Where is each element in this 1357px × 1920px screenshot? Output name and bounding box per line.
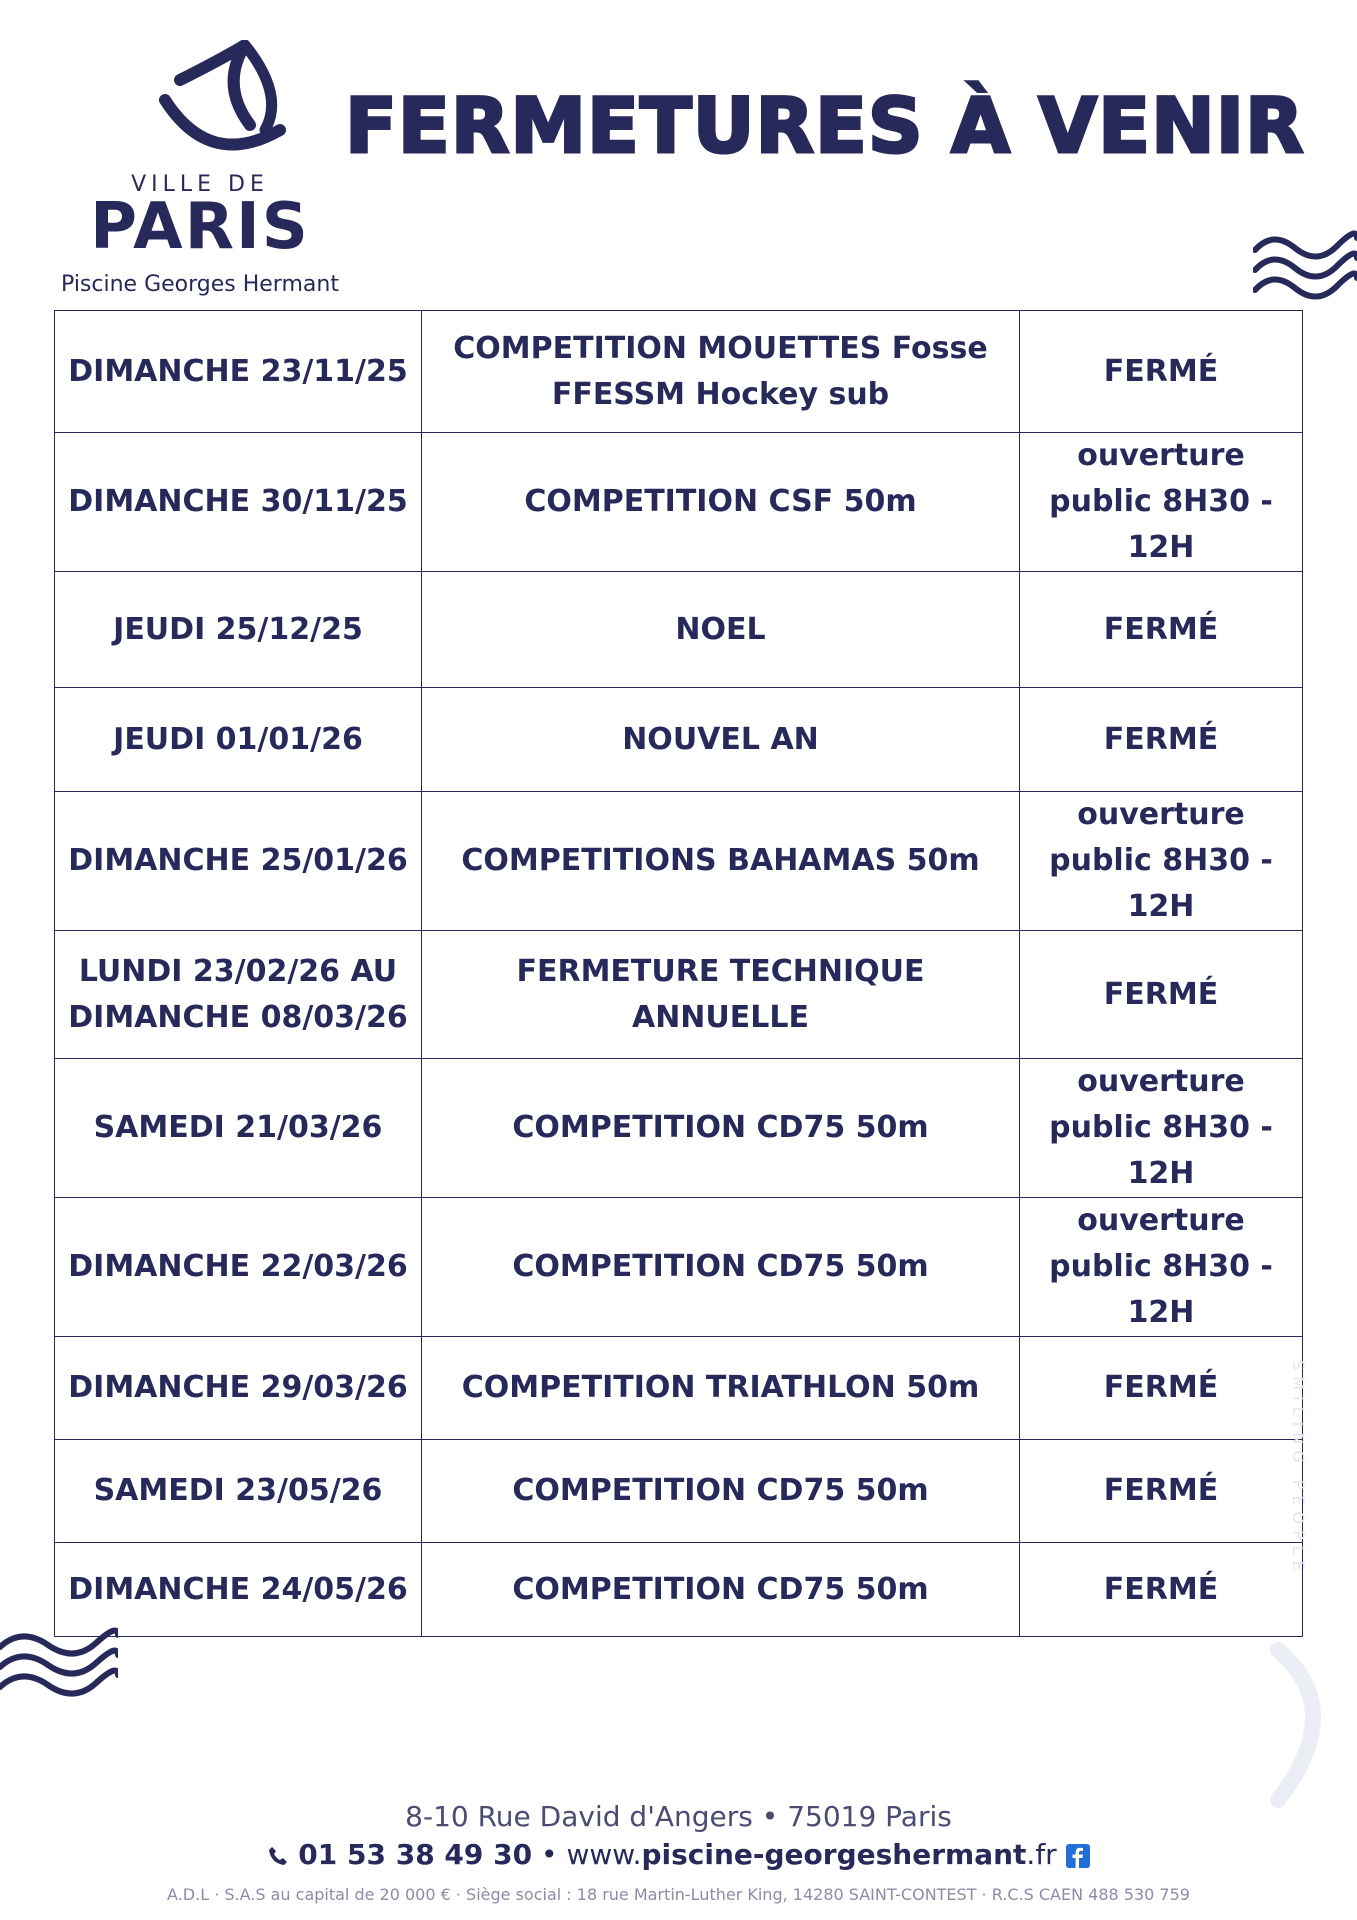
row-status: FERMÉ — [1020, 311, 1303, 433]
row-date: DIMANCHE 25/01/26 — [55, 792, 422, 931]
row-status: FERMÉ — [1020, 1337, 1303, 1440]
row-status: FERMÉ — [1020, 1543, 1303, 1637]
row-status: ouverture public 8H30 - 12H — [1020, 1059, 1303, 1198]
row-event: FERMETURE TECHNIQUE ANNUELLE — [422, 931, 1020, 1059]
row-event: COMPETITION CD75 50m — [422, 1059, 1020, 1198]
row-status: ouverture public 8H30 - 12H — [1020, 792, 1303, 931]
ship-emblem-icon — [150, 40, 290, 170]
ville-de-paris-logo — [40, 40, 360, 310]
row-date: DIMANCHE 22/03/26 — [55, 1198, 422, 1337]
row-date: DIMANCHE 30/11/25 — [55, 433, 422, 572]
row-event: NOUVEL AN — [422, 688, 1020, 792]
phone-icon — [267, 1845, 289, 1867]
row-status: FERMÉ — [1020, 1440, 1303, 1543]
row-status: FERMÉ — [1020, 688, 1303, 792]
logo-paris: PARIS — [90, 190, 310, 264]
logo-ville-de: VILLE DE — [131, 172, 269, 197]
table-row — [55, 688, 1303, 792]
table-row — [55, 572, 1303, 688]
table-row — [55, 1337, 1303, 1440]
waves-decoration-icon — [1253, 228, 1357, 306]
row-status: ouverture public 8H30 - 12H — [1020, 433, 1303, 572]
row-event: COMPETITION TRIATHLON 50m — [422, 1337, 1020, 1440]
website-link[interactable] — [566, 1838, 1056, 1871]
row-event: NOEL — [422, 572, 1020, 688]
row-status: FERMÉ — [1020, 572, 1303, 688]
footer-legal: A.D.L · S.A.S au capital de 20 000 € · Siège social : 18 rue Martin-Luther King, 14280 SAINT-CONTEST · R.C.S CAEN 488 530 759 — [167, 1885, 1190, 1904]
table-row — [55, 311, 1303, 433]
table-row — [55, 1059, 1303, 1198]
row-event: COMPETITION CD75 50m — [422, 1440, 1020, 1543]
row-event: COMPETITION CD75 50m — [422, 1543, 1020, 1637]
arc-decoration-icon — [1258, 1640, 1338, 1810]
row-event: COMPETITION MOUETTES Fosse FFESSM Hockey sub — [422, 311, 1020, 433]
contact-separator: • — [541, 1838, 567, 1871]
row-status: FERMÉ — [1020, 931, 1303, 1059]
website-main: piscine-georgeshermant — [641, 1838, 1027, 1871]
pool-name: Piscine Georges Hermant — [61, 272, 339, 297]
row-date: SAMEDI 23/05/26 — [55, 1440, 422, 1543]
website-prefix: www. — [566, 1838, 642, 1871]
facebook-icon[interactable] — [1066, 1844, 1090, 1868]
row-date: DIMANCHE 24/05/26 — [55, 1543, 422, 1637]
table-row — [55, 931, 1303, 1059]
row-date: DIMANCHE 23/11/25 — [55, 311, 422, 433]
page-title: FERMETURES À VENIR — [345, 81, 1305, 170]
phone-number[interactable]: 01 53 38 49 30 — [298, 1838, 533, 1871]
row-date: SAMEDI 21/03/26 — [55, 1059, 422, 1198]
vertical-watermark-text: SMILING PEOPLE — [1289, 1360, 1308, 1577]
table-row — [55, 1543, 1303, 1637]
footer-contact — [0, 1838, 1357, 1871]
row-date: JEUDI 25/12/25 — [55, 572, 422, 688]
waves-decoration-icon — [0, 1625, 118, 1703]
closures-table — [54, 310, 1303, 1637]
row-event: COMPETITION CD75 50m — [422, 1198, 1020, 1337]
row-date: DIMANCHE 29/03/26 — [55, 1337, 422, 1440]
row-event: COMPETITIONS BAHAMAS 50m — [422, 792, 1020, 931]
table-row — [55, 792, 1303, 931]
table-row — [55, 1198, 1303, 1337]
table-row — [55, 1440, 1303, 1543]
footer-address: 8-10 Rue David d'Angers • 75019 Paris — [405, 1800, 952, 1833]
row-date: LUNDI 23/02/26 AU DIMANCHE 08/03/26 — [55, 931, 422, 1059]
row-event: COMPETITION CSF 50m — [422, 433, 1020, 572]
website-suffix: .fr — [1026, 1838, 1057, 1871]
row-date: JEUDI 01/01/26 — [55, 688, 422, 792]
table-row — [55, 433, 1303, 572]
row-status: ouverture public 8H30 - 12H — [1020, 1198, 1303, 1337]
